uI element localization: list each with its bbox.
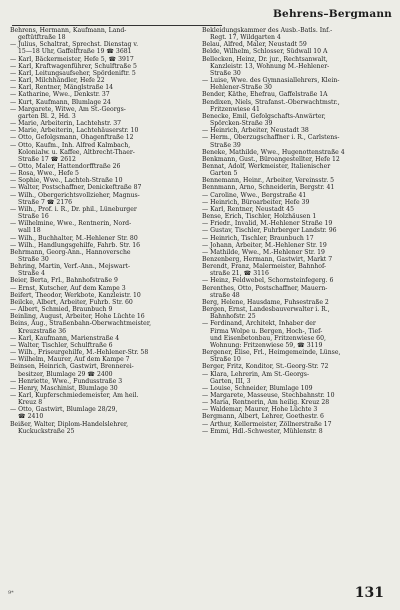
directory-line: — Ernst, Kutscher, Auf dem Kampe 3: [10, 284, 126, 292]
directory-line: Kolonialw. u. Kaffee, Altbrecht-Thaer-: [18, 148, 135, 156]
header-rule: [12, 25, 222, 26]
directory-line: besitzer, Blumlage 29 ☎ 2400: [18, 370, 113, 378]
directory-line: Straße 30: [18, 256, 49, 263]
directory-line: — Heinz, Feldwebel, Schornsteinfegerg. 6: [202, 277, 334, 285]
directory-line: Bennmann, Arno, Schneiderin, Bergstr. 41: [202, 184, 335, 192]
directory-line: Beinling, August, Arbeiter, Hohe Lüchte 16: [10, 313, 145, 321]
directory-line: — Johann, Arbeiter, M.-Hehlener Str. 19: [202, 241, 327, 249]
directory-line: — Waldemar, Maurer, Hohe Lüchte 3: [202, 406, 318, 414]
directory-line: — Wilh., Prof. i. R., Dr. phil., Lüneburger: [10, 205, 137, 213]
directory-line: — Klara, Lehrerin, Am St.-Georgs-: [202, 370, 310, 378]
directory-line: — Margarete, Witwe, Am St.-Georgs-: [10, 105, 126, 113]
directory-line: — Heinrich, Tischler, Braunbuch 17: [202, 234, 314, 242]
directory-line: Beneke, Mathilde, Wwe., Hugenottenstraße 4: [202, 148, 345, 156]
directory-line: Beins, Aug., Straßenbahn-Oberwachtmeister,: [10, 320, 152, 328]
directory-line: — Friedr., Invalid, M.-Hehlener Straße 19: [202, 220, 333, 228]
directory-line: Beinsen, Heinrich, Gastwirt, Brennerei-: [10, 363, 134, 371]
directory-line: Fritzenwiese 41: [210, 105, 260, 113]
print-mark: 9*: [8, 590, 14, 596]
directory-line: — Karl, Rentner, Mänglstraße 14: [10, 84, 114, 92]
directory-line: Bender, Käthe, Ehefrau, Gaffelstraße 1A: [202, 91, 328, 99]
directory-line: Belde, Wilhelm, Schlosser, Südwall 10 A: [202, 48, 328, 56]
directory-line: — Karl, Kraftwagenführer, Schulftraße 5: [10, 62, 137, 70]
directory-line: Benecke, Emil, Gefolgschafts-Anwärter,: [202, 112, 326, 120]
directory-line: — Marie, Arbeiterin, Lachtehstr. 37: [10, 120, 122, 128]
directory-line: — Caroline, Wwe., Bergstraße 41: [202, 191, 307, 199]
directory-line: — Heinrich, Büroarbeiter, Hefe 39: [202, 198, 310, 206]
directory-line: — Heinrich, Arbeiter, Neustadt 38: [202, 127, 309, 135]
directory-line: Bergen, Ernst, Landesbauverwalter i. R.,: [202, 306, 330, 314]
right-column: [202, 27, 388, 587]
directory-line: — Katharine, Wwe., Denkstr. 37: [10, 91, 110, 99]
directory-line: — Wilh., Obergerichtsvollzieher, Magnus-: [10, 191, 140, 199]
running-head: Behrens–Bergmann: [272, 8, 392, 20]
directory-line: — Henriette, Wwe., Fundusstraße 3: [10, 377, 123, 385]
directory-line: — Otto, Kaufm., Inh. Alfred Kalmbach,: [10, 141, 131, 149]
directory-line: Beißer, Walter, Diplom-Handelslehrer,: [10, 420, 129, 428]
directory-line: — Maria, Rentnerin, Am heilig. Kreuz 28: [202, 399, 330, 407]
directory-line: Straße 30: [210, 69, 241, 77]
directory-line: wall 18: [18, 227, 41, 235]
directory-line: — Wilh., Handlungsgehilfe, Fahrb. Str. 16: [10, 241, 141, 249]
directory-line: Bahnhofstr. 25: [210, 313, 256, 321]
directory-line: — Karl, Kupferschmiedemeister, Am heil.: [10, 391, 139, 399]
directory-line: — Albert, Schmied, Braunbuch 9: [10, 306, 113, 314]
directory-line: Regt. 17, Wildgarten 4: [210, 34, 281, 42]
directory-line: Bennemann, Heinr., Arbeiter, Vereinsstr. 5: [202, 177, 335, 185]
directory-line: Bergener, Elise, Frl., Heimgemeinde, Lünse,: [202, 349, 341, 357]
directory-line: Berg, Helene, Hausdame, Fuhsestraße 2: [202, 298, 329, 306]
directory-line: Behrmann, Georg-Ann., Hannoversche: [10, 248, 131, 256]
directory-line: — Walter, Tischler, Schulftraße 6: [10, 341, 113, 349]
directory-line: Behrens, Hermann, Kaufmann, Land-: [10, 27, 127, 34]
directory-line: — Walter, Postschaffner, Denickeftraße 87: [10, 184, 142, 192]
directory-line: Bergmann, Albert, Lehrer, Goethestr. 6: [202, 413, 324, 421]
page-header: [12, 8, 392, 22]
directory-line: Spörcken-Straße 39: [210, 120, 273, 128]
directory-line: Beilcke, Albert, Arbeiter, Fuhrb. Str. 60: [10, 298, 133, 306]
directory-line: Bendixen, Niels, Strafanst.-Oberwachtmstr.,: [202, 98, 340, 106]
directory-line: — Mathilde, Wwe., M.-Hehlener Str. 19: [202, 248, 325, 256]
directory-line: — Wilh., Buchhalter, M.-Hehlener Str. 80: [10, 234, 138, 242]
directory-line: 15—18 Uhr, Gaffelftraße 19 ☎ 3681: [18, 48, 132, 56]
directory-line: Garten 5: [210, 170, 238, 178]
directory-line: — Otto, Gastwirt, Blumlage 28/29,: [10, 406, 118, 414]
directory-line: straße 48: [210, 291, 240, 299]
page-footer: [0, 582, 400, 610]
directory-line: Firma Wolpe u. Bergen, Hoch-, Tief-: [210, 327, 323, 335]
directory-line: Kreuz 8: [18, 399, 43, 407]
directory-line: Beifert, Theodor, Werkbote, Kanzleistr. 10: [10, 291, 141, 299]
directory-line: Bellecken, Heinz, Dr. jur., Rechtsanwalt,: [202, 55, 328, 63]
directory-line: — Ferdinand, Architekt, Inhaber der: [202, 320, 316, 328]
directory-line: — Margarete, Masseuse, Stechbahnstr. 10: [202, 391, 335, 399]
directory-line: Benzenberg, Hermann, Gastwirt, Markt 7: [202, 256, 333, 263]
directory-line: Kanzleistr. 13, Wohnung M.-Hehlener-: [210, 62, 330, 70]
directory-line: Kreuzstraße 36: [18, 327, 67, 335]
directory-line: Bennat, Adolf, Werkmeister, Italienischer: [202, 162, 331, 170]
directory-line: Behring, Martin, Verf.-Ann., Mejswart-: [10, 263, 131, 271]
directory-line: — Karl, Rentner, Neustadt 45: [202, 205, 294, 213]
directory-line: — Emmi, Hdl.-Schwester, Mühlenstr. 8: [202, 427, 323, 435]
directory-line: garten Bl. 2, Hd. 3: [18, 112, 76, 120]
directory-line: Straße 7 ☎ 2176: [18, 198, 73, 206]
directory-line: Hehlener-Straße 30: [210, 84, 272, 92]
directory-line: Beier, Berta, Frl., Bahnhofstraße 9: [10, 277, 118, 285]
directory-line: Straße 4: [18, 270, 45, 278]
directory-line: und Eisenbetonbau, Fritzenwiese 60,: [210, 334, 326, 342]
directory-line: — Karl, Leitungsaufseher, Spördeniftr. 5: [10, 69, 136, 77]
directory-line: Berendt, Franz, Malermeister, Bahnhof-: [202, 263, 327, 271]
directory-line: Bense, Erich, Tischler, Holzhäusen 1: [202, 213, 317, 221]
page-number: 131: [354, 585, 384, 601]
directory-line: Benkmann, Gust., Büroangestellter, Hefe 12: [202, 155, 340, 163]
directory-line: Wohnung: Fritzenwiese 59, ☎ 3119: [210, 341, 323, 349]
directory-line: Garten, III, 3: [210, 377, 251, 385]
directory-line: geftütftraße 18: [18, 34, 66, 42]
directory-line: — Kurt, Kaufmann, Blumlage 24: [10, 98, 111, 106]
directory-line: — Luise, Wwe. des Gymnasiallehrers, Klein-: [202, 77, 340, 85]
directory-line: — Arthur, Kellermeister, Zöllnerstraße 17: [202, 420, 332, 428]
directory-line: Kuckuckstraße 25: [18, 427, 75, 435]
directory-line: Berger, Fritz, Konditor, St.-Georg-Str. 72: [202, 363, 329, 371]
directory-line: — Wilhelm, Maurer, Auf dem Kampe 7: [10, 356, 130, 364]
directory-line: — Julius, Schaltrat, Sprechst. Dienstag v.: [10, 41, 139, 49]
directory-line: — Wilh., Friseurgehilfe, M.-Hehlener-Str. 58: [10, 349, 149, 357]
directory-line: — Gustav, Tischler, Fuhrberger Landstr. 96: [202, 227, 337, 235]
directory-line: Straße 10: [210, 356, 241, 364]
directory-line: — Otto, Maler, Hattendorfftraße 26: [10, 162, 121, 170]
directory-line: Berenthes, Otto, Postschaffner, Mauern-: [202, 284, 328, 292]
directory-line: Belau, Alfred, Maler, Neustadt 59: [202, 41, 307, 49]
directory-line: — Karl, Kaufmann, Marienstraße 4: [10, 334, 120, 342]
directory-line: Bekleidungskammer des Ausb.-Batls. Inf.-: [202, 27, 333, 34]
directory-line: Straße 39: [210, 141, 241, 149]
directory-line: — Herm., Oberzugschaffner i. R., Carlstens-: [202, 134, 340, 142]
directory-line: Straße 16: [18, 213, 49, 221]
directory-line: — Wilhelmine, Wwe., Rentnerin, Nord-: [10, 220, 132, 228]
directory-line: — Karl, Bäckermeister, Hefe 5, ☎ 3917: [10, 55, 134, 63]
directory-line: — Karl, Milchhändler, Hefe 22: [10, 77, 105, 85]
directory-line: ☎ 2410: [18, 413, 44, 421]
directory-line: Straße 17 ☎ 2612: [18, 155, 76, 163]
directory-line: — Marie, Arbeiterin, Lachtehäuserstr. 10: [10, 127, 139, 135]
directory-line: — Rosa, Wwe., Hefe 5: [10, 170, 79, 178]
directory-line: — Otto, Gefolgsmann, Ohagenftraße 12: [10, 134, 134, 142]
directory-line: — Sophie, Wwe., Lachteh-Straße 10: [10, 177, 123, 185]
left-column: [10, 27, 196, 587]
directory-line: — Henry, Maschinist, Blumlage 30: [10, 384, 118, 392]
directory-line: straße 21, ☎ 3116: [210, 270, 269, 278]
directory-line: — Louise, Schneider, Blumlage 109: [202, 384, 313, 392]
